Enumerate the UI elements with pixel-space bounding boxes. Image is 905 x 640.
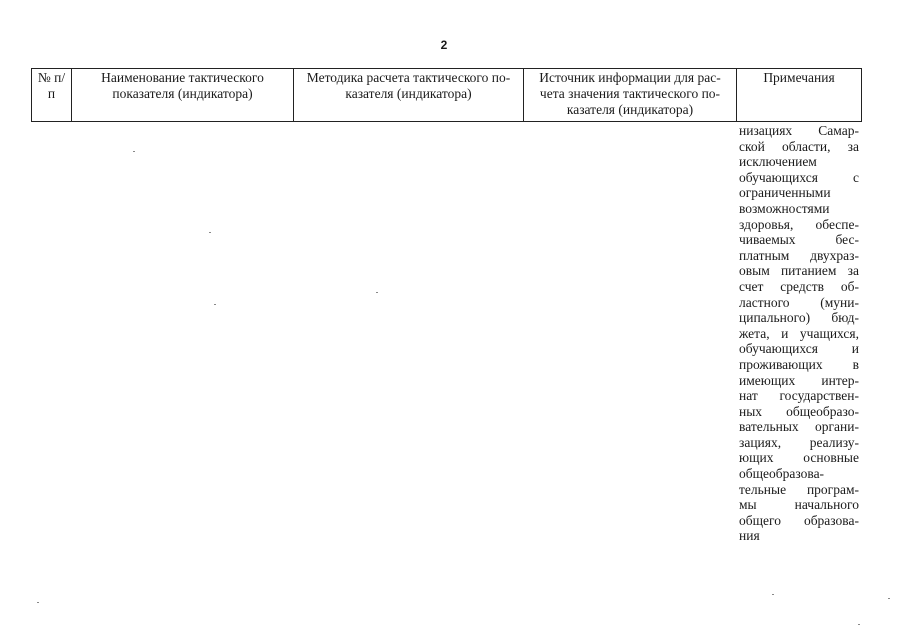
header-notes: Примечания xyxy=(737,69,862,122)
page-number: 2 xyxy=(440,38,448,52)
scan-speck xyxy=(209,232,211,233)
note-line: ластного (муни- xyxy=(739,294,859,310)
note-line: ципального) бюд- xyxy=(739,310,859,326)
note-line: нат государствен- xyxy=(739,388,859,404)
note-line: тельные програм- xyxy=(739,481,859,497)
table-header-row xyxy=(32,69,862,122)
note-line: общеобразова- xyxy=(739,466,825,482)
note-line: общего образова- xyxy=(739,512,859,528)
note-line: обучающихся и xyxy=(739,341,859,357)
note-line: ской области, за xyxy=(739,138,859,154)
note-line: жета, и учащихся, xyxy=(739,325,859,341)
notes-column-text xyxy=(739,123,859,544)
note-line: исключением xyxy=(739,154,817,170)
note-line: проживающих в xyxy=(739,356,859,372)
note-line: здоровья, обеспе- xyxy=(739,216,859,232)
note-line: зациях, реализу- xyxy=(739,434,859,450)
note-line: мы начального xyxy=(739,497,859,513)
scan-speck xyxy=(858,624,860,625)
note-line: овым питанием за xyxy=(739,263,859,279)
note-line: ных общеобразо- xyxy=(739,403,859,419)
header-calculation-method: Методика расчета тактического по-казателя (индикатора) xyxy=(294,69,524,122)
note-line: обучающихся с xyxy=(739,169,859,185)
scan-speck xyxy=(888,598,890,599)
note-line: счет средств об- xyxy=(739,278,859,294)
indicator-table xyxy=(31,68,862,122)
note-line: ограниченными xyxy=(739,185,831,201)
note-line: вательных органи- xyxy=(739,419,859,435)
note-line: имеющих интер- xyxy=(739,372,859,388)
header-information-source: Источник информации для рас-чета значения тактического по-казателя (индикатора) xyxy=(524,69,737,122)
note-line: ющих основные xyxy=(739,450,859,466)
note-line: возможностями xyxy=(739,200,830,216)
scan-speck xyxy=(37,602,39,603)
scan-speck xyxy=(376,292,378,293)
scan-speck xyxy=(133,151,135,152)
scan-speck xyxy=(772,594,774,595)
scan-speck xyxy=(214,304,216,305)
header-indicator-name: Наименование тактического показателя (индикатора) xyxy=(72,69,294,122)
note-line: ния xyxy=(739,528,760,544)
header-number: № п/п xyxy=(32,69,72,122)
note-line: платным двухраз- xyxy=(739,247,859,263)
note-line: низациях Самар- xyxy=(739,123,859,138)
note-line: чиваемых бес- xyxy=(739,232,859,248)
